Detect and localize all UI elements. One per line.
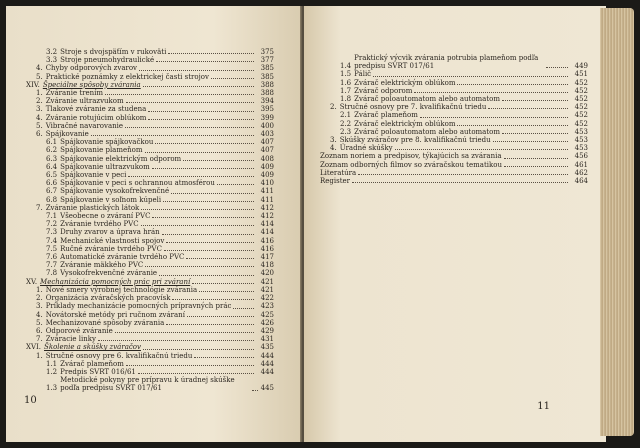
toc-entry-number: 7. (36, 335, 43, 344)
toc-entry-title: Zoznam odborných filmov so zváračskou tematikou (320, 160, 502, 169)
toc-leader-dots (168, 53, 254, 54)
toc-entry (26, 130, 274, 138)
toc-entry-title: Praktické poznámky z elektrickej časti strojov (45, 72, 209, 81)
toc-leader-dots (105, 94, 254, 95)
toc-entry-title: Mechanické vlastnosti spojov (60, 236, 165, 245)
toc-entry-number: 4. (330, 144, 337, 153)
toc-entry-title: Predpis SVRT 016/61 (60, 367, 136, 376)
toc-entry-page: 394 (260, 97, 274, 106)
toc-entry (26, 163, 274, 171)
toc-entry-title: Metodické pokyny pre prípravu k úradnej skúške podľa predpisu SVRT 017/61 (60, 376, 235, 393)
toc-entry-number: 7.1 (46, 212, 58, 221)
toc-leader-dots (128, 176, 254, 177)
toc-entry (26, 204, 274, 212)
toc-entry-page: 416 (260, 244, 274, 253)
toc-entry-title: Spájkovanie plameňom (60, 146, 143, 155)
toc-entry (320, 152, 588, 160)
toc-entry-number: 7.6 (46, 253, 58, 262)
toc-entry-page: 375 (260, 48, 274, 56)
toc-entry-page: 416 (260, 236, 274, 245)
toc-entry-number: 2. (36, 97, 43, 106)
toc-entry-number: 1.1 (46, 359, 58, 368)
toc-entry-number: 3. (36, 302, 43, 311)
toc-entry (26, 155, 274, 163)
toc-entry (26, 146, 274, 154)
toc-entry-title: Mechanizované spôsoby zvárania (45, 318, 165, 327)
toc-leader-dots (159, 275, 254, 276)
toc-leader-dots (138, 373, 254, 374)
left-page (6, 6, 302, 442)
toc-entry-number: 5. (36, 121, 43, 130)
toc-entry-number: 6.4 (46, 162, 58, 171)
toc-entry-number: 1.8 (340, 95, 352, 104)
toc-entry-title: Zvárač poloautomatom alebo automatom (354, 127, 501, 136)
toc-entry-title: Úradné skúšky (339, 144, 393, 153)
toc-entry-title: Príklady mechanizácie pomocných prípravných prác (45, 302, 232, 311)
toc-entry-title: Literatúra (320, 168, 357, 177)
toc-entry (26, 138, 274, 146)
toc-entry-page: 409 (260, 171, 274, 180)
toc-entry-page: 453 (574, 144, 588, 153)
toc-entry-title: Zvárač poloautomatom alebo automatom (354, 95, 501, 104)
toc-leader-dots (139, 70, 254, 71)
toc-leader-dots (211, 78, 254, 79)
toc-leader-dots (164, 250, 254, 251)
toc-leader-dots (183, 160, 254, 161)
toc-leader-dots (504, 158, 569, 159)
toc-entry-page: 407 (260, 138, 274, 147)
toc-entry-number: 2.2 (340, 119, 352, 128)
toc-entry-number: 6. (36, 326, 43, 335)
toc-entry-page: 412 (260, 203, 274, 212)
toc-entry-title: Register (320, 177, 351, 186)
toc-entry-page: 417 (260, 253, 274, 262)
toc-entry-title: Mechanizácia pomocných prác pri zváraní (40, 277, 191, 286)
toc-entry-number: 1. (36, 285, 43, 294)
toc-leader-dots (252, 390, 258, 391)
toc-entry-page: 449 (574, 62, 588, 71)
toc-leader-dots (166, 324, 254, 325)
toc-entry-page: 452 (574, 78, 588, 87)
toc-entry-page: 456 (574, 152, 588, 161)
toc-entry-title: Spájkovanie spájkovačkou (60, 138, 154, 147)
toc-entry-page: 399 (260, 113, 274, 122)
toc-entry-number: 1.4 (340, 62, 352, 71)
toc-entry-number: 1. (36, 89, 43, 98)
toc-leader-dots (186, 258, 254, 259)
toc-entry-title: Stroje pneumohydraulické (60, 56, 155, 65)
toc-leader-dots (172, 299, 254, 300)
toc-entry-number: XIV. (26, 80, 40, 89)
toc-leader-dots (546, 67, 568, 68)
toc-entry-number: 6. (36, 130, 43, 139)
toc-entry-page: 426 (260, 318, 274, 327)
toc-entry-number: 2.1 (340, 111, 352, 120)
toc-entry (320, 87, 588, 95)
toc-entry (26, 56, 274, 64)
toc-entry (320, 103, 588, 111)
toc-entry (26, 352, 274, 360)
toc-entry (26, 48, 274, 56)
toc-entry (26, 187, 274, 195)
toc-entry-title: Zváranie ultrazvukom (45, 97, 124, 106)
book-spread (6, 6, 606, 442)
toc-entry-page: 444 (260, 351, 274, 360)
toc-entry-number: 3. (330, 136, 337, 145)
toc-leader-dots (504, 166, 568, 167)
toc-entry-title: Zvárač plameňom (60, 359, 124, 368)
toc-entry-title: Zváranie trením (45, 89, 103, 98)
toc-entry-page: 421 (260, 285, 274, 294)
toc-entry-title: Spájkovanie v peci (60, 171, 127, 180)
toc-entry (26, 368, 274, 376)
toc-entry-title: Spájkovanie (45, 130, 89, 139)
toc-entry (26, 245, 274, 253)
toc-leader-dots (143, 349, 254, 350)
toc-entry-title: Stroje s dvojspäťím v rukoväti (60, 48, 167, 56)
toc-entry (26, 220, 274, 228)
toc-entry-title: Vysokofrekvenčné zváranie (60, 269, 158, 278)
toc-entry (320, 136, 588, 144)
toc-leader-dots (457, 84, 568, 85)
toc-entry-title: Spájkovanie v soľnom kúpeli (60, 195, 162, 204)
toc-entry (26, 196, 274, 204)
toc-entry-number: 1.7 (340, 86, 352, 95)
toc-leader-dots (358, 174, 568, 175)
toc-entry-page: 388 (260, 80, 274, 89)
toc-entry-page: 414 (260, 220, 274, 229)
toc-entry-number: 2. (330, 103, 337, 112)
toc-entry-number: 7. (36, 203, 43, 212)
toc-entry (26, 171, 274, 179)
toc-entry-page: 464 (574, 177, 588, 186)
toc-entry-page: 418 (260, 261, 274, 270)
toc-leader-dots (457, 125, 568, 126)
toc-entry-page: 452 (574, 103, 588, 112)
toc-entry-title: Chyby odporových zvarov (45, 64, 138, 73)
toc-entry (320, 79, 588, 87)
toc-entry (26, 253, 274, 261)
toc-entry-title: Špeciálne spôsoby zvárania (42, 80, 141, 89)
toc-entry (320, 177, 588, 185)
toc-leader-dots (141, 225, 254, 226)
toc-entry-number: 1.2 (46, 367, 58, 376)
left-page-number: 10 (24, 395, 37, 406)
toc-entry-title: Všeobecne o zváraní PVC (60, 212, 151, 221)
toc-entry (320, 161, 588, 169)
toc-entry-title: Tlakové zváranie za studena (45, 105, 147, 114)
toc-leader-dots (493, 141, 568, 142)
toc-leader-dots (194, 357, 254, 358)
toc-entry-number: 7.7 (46, 261, 58, 270)
toc-leader-dots (163, 201, 254, 202)
toc-leader-dots (414, 92, 568, 93)
toc-leader-dots (171, 193, 254, 194)
right-toc-list (320, 54, 588, 185)
toc-entry-title: Automatické zváranie tvrdého PVC (60, 253, 185, 262)
toc-entry-page: 453 (574, 127, 588, 136)
toc-entry (26, 179, 274, 187)
toc-entry-page: 409 (260, 162, 274, 171)
toc-leader-dots (98, 340, 254, 341)
toc-leader-dots (145, 266, 254, 267)
toc-entry (26, 73, 274, 81)
toc-entry-number: 7.4 (46, 236, 58, 245)
toc-entry (26, 228, 274, 236)
toc-entry (320, 128, 588, 136)
toc-entry (320, 54, 588, 70)
toc-leader-dots (420, 117, 568, 118)
toc-entry-page: 452 (574, 119, 588, 128)
toc-entry-page: 377 (260, 56, 274, 65)
toc-entry-number: 7.2 (46, 220, 58, 229)
toc-leader-dots (352, 182, 568, 183)
toc-entry-number: 1.6 (340, 78, 352, 87)
toc-entry-number: 7.8 (46, 269, 58, 278)
toc-leader-dots (148, 111, 254, 112)
toc-entry-page: 444 (260, 359, 274, 368)
toc-entry (26, 311, 274, 319)
toc-entry-page: 461 (574, 160, 588, 169)
toc-entry-page: 410 (260, 179, 274, 188)
toc-entry-title: Druhy zvarov a úprava hrán (60, 228, 160, 237)
right-page (304, 6, 606, 442)
toc-entry-title: Organizácia zváračských pracovísk (45, 294, 171, 303)
toc-entry-number: 1.5 (340, 70, 352, 79)
toc-entry-number: 4. (36, 113, 43, 122)
toc-leader-dots (166, 242, 254, 243)
toc-entry-number: 1.3 (46, 384, 58, 393)
toc-entry-title: Spájkovanie elektrickým odporom (60, 154, 182, 163)
toc-entry-page: 395 (260, 105, 274, 114)
toc-entry-page: 453 (574, 136, 588, 145)
toc-entry-page: 452 (574, 95, 588, 104)
toc-leader-dots (502, 133, 568, 134)
toc-entry (320, 70, 588, 78)
toc-entry-title: Novátorské metódy pri ručnom zváraní (45, 310, 185, 319)
toc-entry (26, 212, 274, 220)
toc-entry-number: 4. (36, 310, 43, 319)
toc-entry-page: 400 (260, 121, 274, 130)
toc-entry-page: 445 (260, 384, 274, 393)
toc-leader-dots (233, 308, 254, 309)
toc-entry (26, 376, 274, 392)
toc-entry-title: Praktický výcvik zvárania potrubia plameňom podľa predpisu SVRT 017/61 (354, 54, 539, 71)
toc-entry-title: Zváranie mäkkého PVC (60, 261, 144, 270)
toc-entry (320, 120, 588, 128)
toc-entry-number: 5. (36, 72, 43, 81)
toc-entry-number: 7.5 (46, 244, 58, 253)
toc-entry-title: Stručné osnovy pre 6. kvalifikačnú triedu (45, 351, 193, 360)
toc-leader-dots (488, 108, 568, 109)
toc-entry (26, 97, 274, 105)
toc-leader-dots (155, 143, 254, 144)
toc-entry (26, 261, 274, 269)
toc-entry (26, 294, 274, 302)
toc-entry (26, 122, 274, 130)
toc-entry-number: 6.1 (46, 138, 58, 147)
toc-entry (26, 269, 274, 277)
toc-entry-title: Zoznam noriem a predpisov, týkajúcich sa zvárania (320, 152, 502, 161)
left-toc-list (26, 48, 274, 393)
toc-entry (26, 286, 274, 294)
toc-entry-number: 1. (36, 351, 43, 360)
toc-leader-dots (187, 316, 254, 317)
toc-entry-title: Spájkovanie vysokofrekvenčné (60, 187, 170, 196)
toc-entry-title: Vibračné navarovanie (45, 121, 124, 130)
toc-entry-page: 407 (260, 146, 274, 155)
toc-entry-number: 3. (36, 105, 43, 114)
toc-entry (26, 302, 274, 310)
toc-entry-title: Zvárač odporom (354, 86, 413, 95)
toc-entry-page: 422 (260, 294, 274, 303)
toc-entry-number: 2. (36, 294, 43, 303)
toc-entry (26, 278, 274, 286)
toc-entry-page: 411 (260, 187, 274, 196)
toc-entry-page: 423 (260, 302, 274, 311)
toc-leader-dots (141, 209, 254, 210)
toc-leader-dots (145, 152, 255, 153)
toc-entry-page: 429 (260, 326, 274, 335)
toc-entry (320, 144, 588, 152)
toc-entry-number: 6.3 (46, 154, 58, 163)
toc-entry-title: Stručné osnovy pre 7. kvalifikačnú triedu (339, 103, 487, 112)
toc-entry-page: 451 (574, 70, 588, 79)
toc-entry-page: 408 (260, 154, 274, 163)
toc-entry-title: Ručné zváranie tvrdého PVC (60, 244, 162, 253)
toc-leader-dots (126, 365, 254, 366)
toc-entry (26, 360, 274, 368)
toc-entry-number: XVI. (26, 343, 42, 352)
toc-entry-page: 452 (574, 111, 588, 120)
toc-entry (26, 327, 274, 335)
toc-entry-page: 452 (574, 86, 588, 95)
toc-leader-dots (143, 86, 254, 87)
toc-entry-title: Odporové zváranie (45, 326, 113, 335)
toc-entry-number: 3.3 (46, 56, 58, 65)
toc-entry (320, 169, 588, 177)
toc-entry-title: Zváranie tvrdého PVC (60, 220, 139, 229)
toc-entry-page: 414 (260, 228, 274, 237)
toc-entry-page: 420 (260, 269, 274, 278)
toc-entry-title: Skúšky zváračov pre 8. kvalifikačnú triedu (339, 136, 491, 145)
toc-entry-number: 6.8 (46, 195, 58, 204)
toc-entry-title: Zvárač elektrickým oblúkom (354, 119, 456, 128)
toc-entry (26, 81, 274, 89)
toc-entry-title: Zvárač plameňom (354, 111, 418, 120)
toc-leader-dots (162, 234, 254, 235)
toc-leader-dots (152, 217, 254, 218)
toc-entry-page: 403 (260, 130, 274, 139)
toc-entry (26, 237, 274, 245)
toc-entry-page: 388 (260, 89, 274, 98)
toc-leader-dots (148, 119, 254, 120)
toc-leader-dots (115, 332, 254, 333)
toc-leader-dots (217, 184, 254, 185)
toc-entry (320, 95, 588, 103)
toc-leader-dots (125, 127, 254, 128)
toc-entry-title: Zváranie rotujúcim oblúkom (45, 113, 147, 122)
toc-entry (26, 343, 274, 351)
toc-entry-page: 444 (260, 367, 274, 376)
page-edges (600, 8, 634, 436)
toc-entry-title: Spájkovanie v peci s ochrannou atmosférou (60, 179, 215, 188)
toc-entry-title: Zvárač elektrickým oblúkom (354, 78, 456, 87)
toc-entry (26, 114, 274, 122)
toc-entry-number: 6.7 (46, 187, 58, 196)
toc-leader-dots (502, 100, 568, 101)
toc-entry-page: 462 (574, 168, 588, 177)
toc-entry-page: 412 (260, 212, 274, 221)
toc-entry (26, 319, 274, 327)
toc-entry-number: 7.3 (46, 228, 58, 237)
toc-entry (26, 64, 274, 72)
toc-entry (26, 105, 274, 113)
toc-entry-title: Zváranie plastických látok (45, 203, 140, 212)
toc-entry-page: 411 (260, 195, 274, 204)
toc-entry-title: Školenie a skúšky zváračov (44, 343, 141, 352)
toc-leader-dots (395, 149, 568, 150)
toc-entry-number: 6.5 (46, 171, 58, 180)
toc-entry (320, 111, 588, 119)
toc-entry-number: 6.2 (46, 146, 58, 155)
toc-entry-number: 3.2 (46, 48, 58, 56)
right-page-number: 11 (537, 401, 550, 412)
toc-entry-page: 421 (260, 277, 274, 286)
toc-entry-number: 6.6 (46, 179, 58, 188)
toc-entry-page: 435 (260, 343, 274, 352)
toc-entry-number: 5. (36, 318, 43, 327)
toc-entry-number: XV. (26, 277, 38, 286)
toc-entry-page: 385 (260, 72, 274, 81)
toc-leader-dots (373, 76, 568, 77)
toc-leader-dots (91, 135, 254, 136)
toc-entry-number: 2.3 (340, 127, 352, 136)
toc-entry-number: 4. (36, 64, 43, 73)
toc-leader-dots (126, 102, 254, 103)
toc-entry (26, 89, 274, 97)
toc-entry-title: Spájkovanie ultrazvukom (60, 162, 150, 171)
toc-leader-dots (156, 61, 254, 62)
toc-leader-dots (152, 168, 254, 169)
toc-entry-page: 385 (260, 64, 274, 73)
toc-entry-title: Pálič (354, 70, 372, 79)
toc-entry-title: Zváracie linky (45, 335, 96, 344)
toc-entry-page: 425 (260, 310, 274, 319)
toc-entry-page: 431 (260, 335, 274, 344)
toc-leader-dots (199, 291, 254, 292)
toc-entry-title: Nové smery výrobnej technológie zvárania (45, 285, 198, 294)
toc-leader-dots (192, 283, 254, 284)
